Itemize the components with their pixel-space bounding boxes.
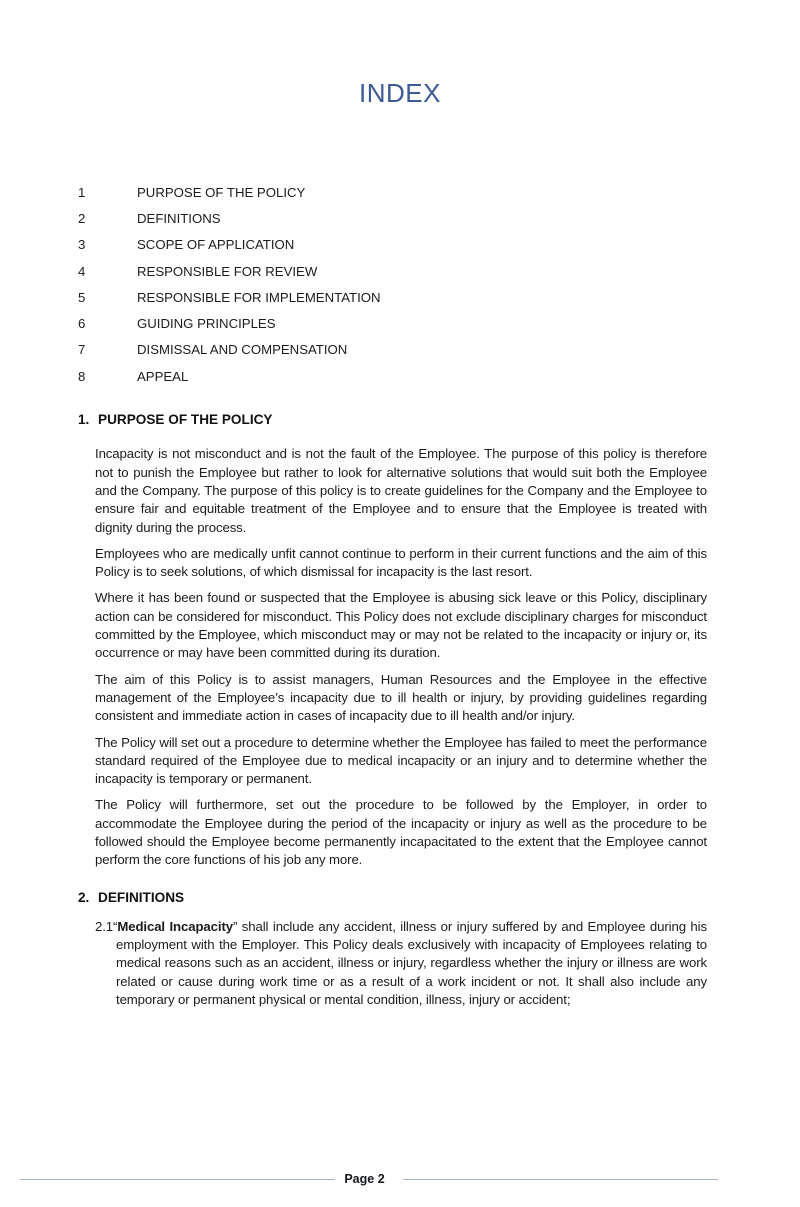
index-item — [78, 232, 800, 258]
section-title: PURPOSE OF THE POLICY — [98, 412, 273, 428]
index-item — [78, 337, 800, 363]
index-item-label: DEFINITIONS — [137, 210, 221, 226]
index-item — [78, 205, 800, 231]
footer-line-right — [403, 1179, 718, 1180]
index-item-label: RESPONSIBLE FOR IMPLEMENTATION — [137, 289, 381, 305]
footer — [20, 1172, 718, 1187]
section-heading-purpose — [78, 412, 800, 428]
definition-term: Medical Incapacity — [117, 918, 233, 934]
index-item-number: 1 — [78, 184, 86, 200]
index-item-label: DISMISSAL AND COMPENSATION — [137, 342, 348, 358]
document-page — [0, 76, 800, 1207]
section-title: DEFINITIONS — [98, 889, 185, 905]
index-item-number: 2 — [78, 210, 86, 226]
footer-line-left — [20, 1179, 335, 1180]
index-item-number: 7 — [78, 342, 86, 358]
index-item — [78, 179, 800, 205]
definition-item — [95, 918, 707, 1009]
index-item-label: SCOPE OF APPLICATION — [137, 237, 295, 253]
index-item-label: PURPOSE OF THE POLICY — [137, 184, 306, 200]
paragraph: The Policy will set out a procedure to determine whether the Employee has failed to meet the performance standard required of the Employee due to medical incapacity or an injury and to determine whether the incapacity is temporary or permanent. — [95, 734, 707, 787]
section-body-purpose — [95, 445, 707, 869]
index-item-number: 6 — [78, 316, 86, 332]
page-title: INDEX — [359, 78, 441, 108]
index-item-label: RESPONSIBLE FOR REVIEW — [137, 263, 318, 279]
index-list — [78, 179, 800, 389]
index-item-number: 5 — [78, 289, 86, 305]
index-item-label: APPEAL — [137, 368, 189, 384]
index-item — [78, 310, 800, 336]
section-body-definitions — [95, 918, 707, 1009]
index-item-number: 8 — [78, 368, 86, 384]
paragraph: The Policy will furthermore, set out the procedure to be followed by the Employer, in order to accommodate the Employee during the period of the incapacity or injury as well as the procedure to be followed should the Employee become permanently incapacitated to the extent that the Employee cannot perform the core functions of his job any more. — [95, 797, 707, 868]
paragraph: Employees who are medically unfit cannot continue to perform in their current functions and the aim of this Policy is to seek solutions, of which dismissal for incapacity is the last resort. — [95, 545, 707, 580]
index-item — [78, 363, 800, 389]
paragraph: Incapacity is not misconduct and is not the fault of the Employee. The purpose of this policy is therefore not to punish the Employee but rather to look for alternative solutions that would suit both the Employee and the Company. The purpose of this policy is to create guidelines for the Company and the Employee to ensure fair and equitable treatment of the Employee and to ensure that the Employee is treated with dignity during the process. — [95, 446, 707, 535]
definition-number: 2.1“ — [95, 918, 118, 934]
page-number: Page 2 — [344, 1172, 385, 1186]
index-item — [78, 258, 800, 284]
section-number: 1. — [78, 412, 90, 428]
definition-text: ” shall include any accident, illness or injury suffered by and Employee during his employment with the Employer. This Policy deals exclusively with incapacity of Employees relating to medical reasons such as an accident, illness or injury, regardless whether the injury or illness are work related or cause during work time or as a result of a work incident or not. It shall also include any temporary or permanent physical or mental condition, illness, injury or accident; — [116, 918, 707, 1007]
section-heading-definitions — [78, 890, 800, 906]
index-item — [78, 284, 800, 310]
section-number: 2. — [78, 889, 90, 905]
paragraph: Where it has been found or suspected that the Employee is abusing sick leave or this Policy, disciplinary action can be considered for misconduct. This Policy does not exclude disciplinary charges for misconduct committed by the Employee, which misconduct may or may not be related to the incapacity or injury or, its occurrence or may have been committed during its duration. — [95, 590, 707, 661]
index-item-label: GUIDING PRINCIPLES — [137, 316, 276, 332]
index-item-number: 3 — [78, 237, 86, 253]
paragraph: The aim of this Policy is to assist managers, Human Resources and the Employee in the effective management of the Employee’s incapacity due to ill health or injury, by providing guidelines regarding consistent and immediate action in cases of incapacity due to ill health and/or injury. — [95, 671, 707, 724]
index-item-number: 4 — [78, 263, 86, 279]
